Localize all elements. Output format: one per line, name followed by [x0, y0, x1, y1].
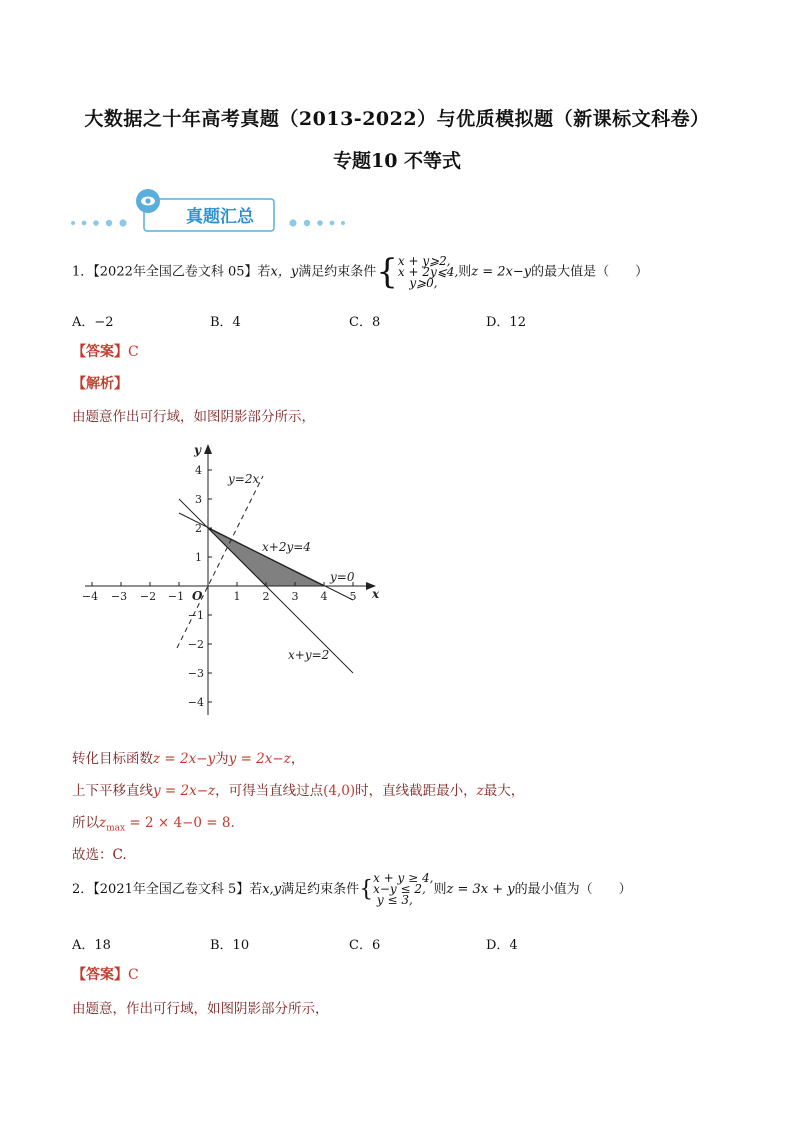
q2-option-c[interactable]: C．6 [349, 938, 381, 953]
q1-option-c[interactable]: C．8 [349, 315, 381, 330]
label-y2x: y=2x [228, 472, 260, 486]
q1-constraints: x + y⩾2, x + 2y⩽4, y⩾0, [397, 253, 459, 290]
q2-solution-line-1: 由题意，作出可行域，如图阴影部分所示， [72, 1001, 329, 1017]
svg-text:−3: −3 [110, 590, 128, 603]
svg-text:3: 3 [291, 590, 299, 603]
q2-answer: 【答案】C [72, 967, 139, 983]
section-banner [70, 185, 360, 235]
q1-solution-line-2: 转化目标函数z = 2x−y为y = 2x−z， [72, 751, 305, 767]
q1-options [72, 311, 672, 331]
svg-text:−4: −4 [187, 696, 204, 709]
q2-options [72, 934, 672, 954]
svg-text:−2: −2 [139, 590, 157, 603]
q1-solution-line-4: 所以$z_{max} = 2 \times 4-0 = 8$. [72, 815, 235, 834]
dot-row-right [289, 219, 345, 226]
label-xy2: x+y=2 [288, 648, 330, 662]
svg-text:2: 2 [262, 590, 270, 603]
q1-feasible-region-graph [80, 440, 390, 730]
svg-text:3: 3 [195, 493, 202, 506]
svg-text:1: 1 [233, 590, 241, 603]
svg-text:1: 1 [195, 551, 202, 564]
svg-text:−1: −1 [187, 609, 204, 622]
q1-option-b[interactable]: B．4 [210, 315, 241, 330]
svg-text:−3: −3 [187, 667, 204, 680]
page-title: 大数据之十年高考真题（2013-2022）与优质模拟题（新课标文科卷） [84, 108, 710, 130]
page-subtitle: 专题10 不等式 [332, 150, 462, 172]
line-x-plus-2y-4 [179, 513, 353, 600]
label-y0: y=0 [330, 570, 355, 584]
q1-option-d[interactable]: D．12 [486, 315, 526, 330]
dot-row-left [71, 219, 127, 226]
question-1: 1．【2022年全国乙卷文科 05】若x，y满足约束条件{x + y⩾2, x + 2y⩽4, y⩾0,则z = 2x−y的最大值是（ ） [72, 252, 649, 292]
q1-solution-line-3: 上下平移直线y = 2x−z，可得当直线过点(4,0)时，直线截距最小，z最大， [72, 783, 525, 799]
banner-label: 真题汇总 [186, 207, 254, 227]
q2-option-b[interactable]: B．10 [210, 938, 250, 953]
svg-text:5: 5 [349, 590, 357, 603]
svg-text:4: 4 [320, 590, 328, 603]
q2-option-a[interactable]: A．18 [72, 938, 111, 953]
svg-text:−1: −1 [167, 590, 185, 603]
origin-label: O [192, 589, 203, 603]
x-axis-label: x [372, 587, 380, 601]
q1-answer: 【答案】C [72, 344, 139, 360]
q1-solution-line-5: 故选：C. [72, 847, 127, 863]
question-2: 2．【2021年全国乙卷文科 5】若x,y满足约束条件{x + y ≥ 4, x−y ≤ 2, y ≤ 3,则z = 3x + y的最小值为（ ） [72, 871, 632, 907]
svg-text:2: 2 [195, 522, 202, 535]
svg-text:−2: −2 [187, 638, 204, 651]
q1-solution-line-1: 由题意作出可行域，如图阴影部分所示， [72, 409, 315, 425]
q2-constraints: x + y ≥ 4, x−y ≤ 2, y ≤ 3, [373, 871, 434, 907]
label-x2y4: x+2y=4 [262, 540, 311, 554]
svg-text:4: 4 [195, 464, 202, 477]
q2-option-d[interactable]: D．4 [486, 938, 518, 953]
y-axis-label: y [194, 443, 201, 457]
svg-text:−4: −4 [81, 590, 99, 603]
q1-option-a[interactable]: A．−2 [72, 315, 114, 330]
q1-analysis-tag: 【解析】 [72, 376, 128, 392]
